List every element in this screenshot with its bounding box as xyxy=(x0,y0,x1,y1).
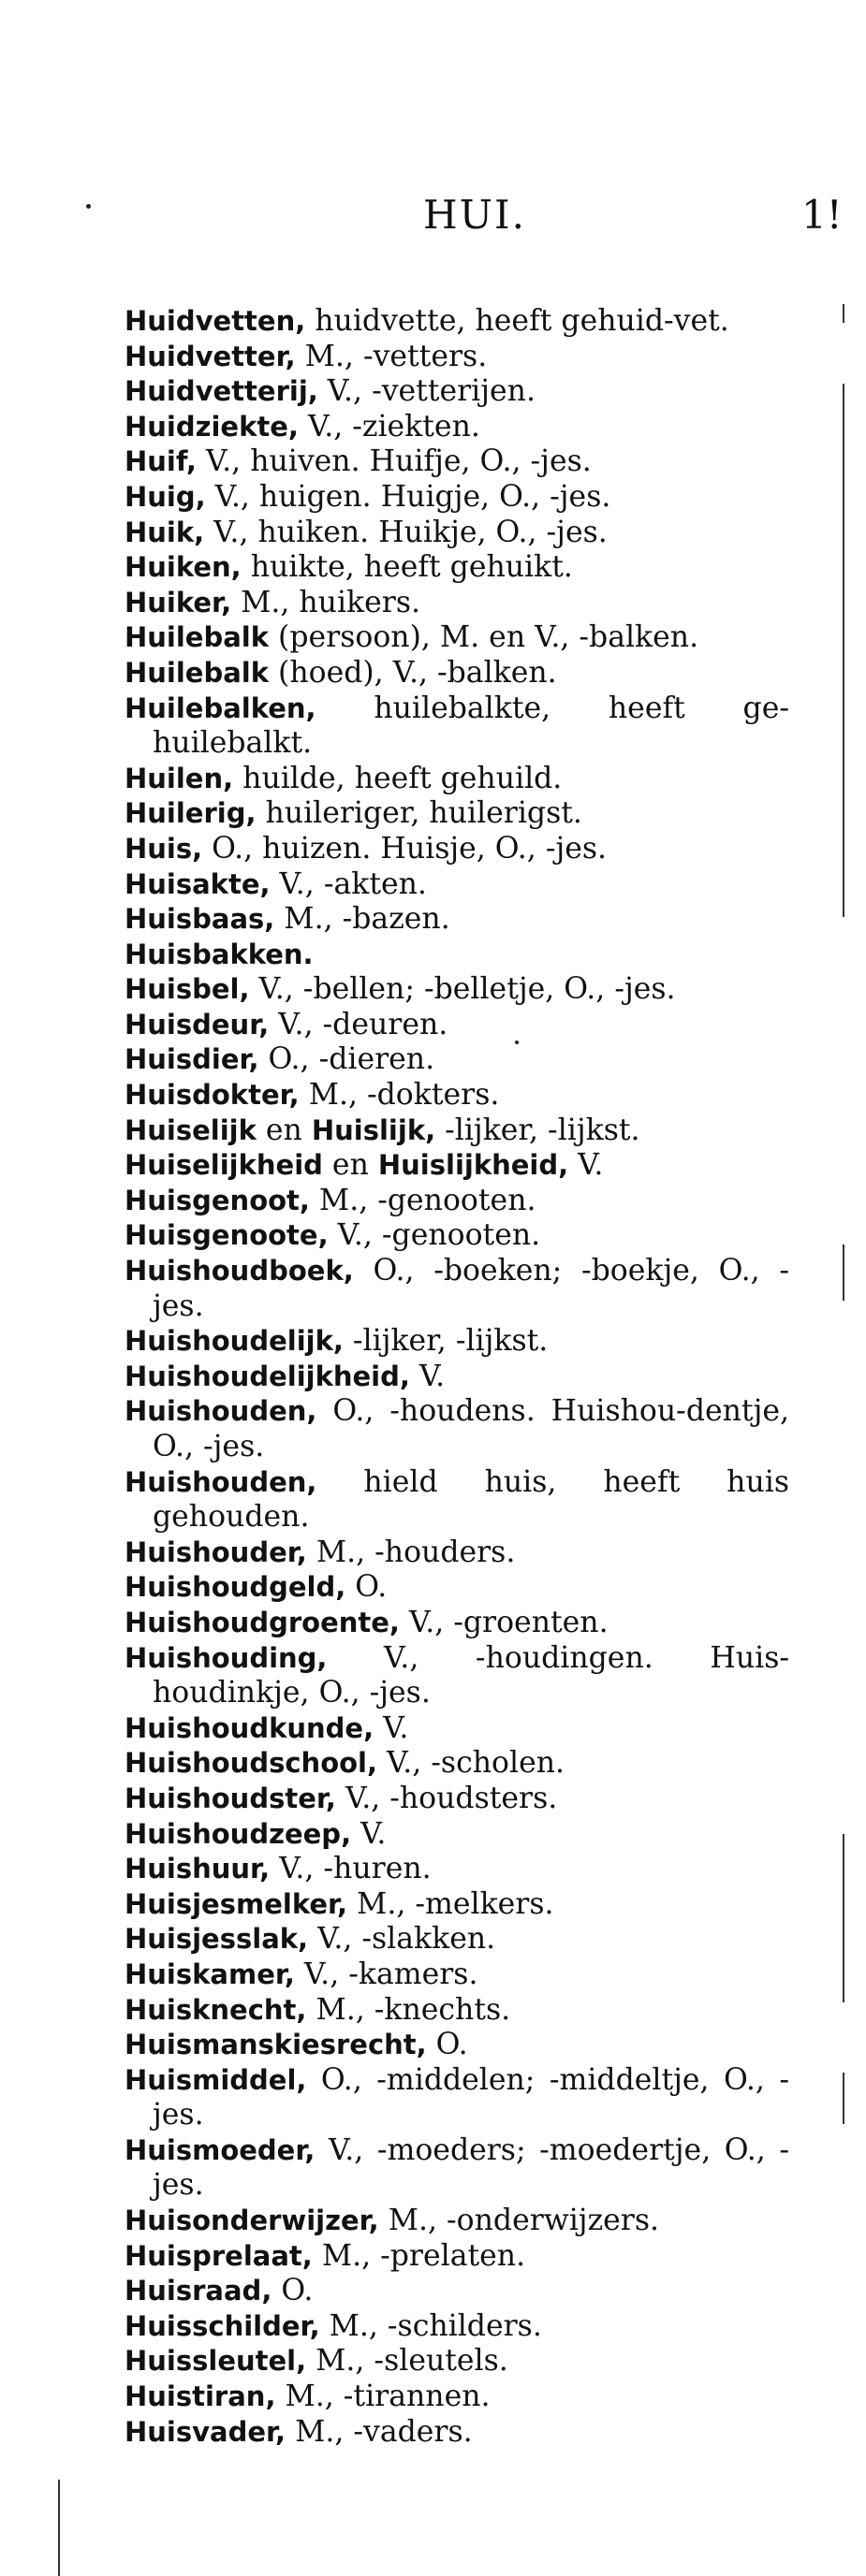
headword: Huiskamer, xyxy=(125,1957,295,1990)
dictionary-entry xyxy=(125,1465,789,1535)
headword: Huidvetten, xyxy=(125,305,306,337)
entry-text: (hoed), V., -balken. xyxy=(269,655,557,690)
headword: Huidziekte, xyxy=(125,410,299,443)
headword: Huishuur, xyxy=(125,1853,271,1885)
dictionary-entry xyxy=(125,1817,789,1853)
headword: Huisjesmelker, xyxy=(125,1887,348,1920)
headword: Huilebalken, xyxy=(125,691,316,724)
headword: Huishoudschool, xyxy=(125,1747,377,1780)
entry-text: huileriger, huilerigst. xyxy=(256,796,582,831)
entry-text: M., -vaders. xyxy=(286,2414,473,2449)
headword: Huisbel, xyxy=(125,973,250,1006)
dictionary-entry xyxy=(125,1993,789,2029)
entry-text: hield huis, heeft huis gehouden. xyxy=(153,1464,789,1535)
entry-text: V. xyxy=(409,1359,446,1393)
entry-text: V., -houdingen. Huis-houdinkje, O., -jes. xyxy=(153,1640,789,1710)
dictionary-entry xyxy=(125,1711,789,1747)
headword: Huishouden, xyxy=(125,1395,317,1428)
headword: Huisvader, xyxy=(125,2415,286,2448)
headword: Huissleutel, xyxy=(125,2345,307,2378)
dictionary-entry xyxy=(125,938,789,973)
entry-text: M., -bazen. xyxy=(274,902,450,937)
dictionary-entry xyxy=(125,1113,789,1149)
dictionary-entry xyxy=(125,374,789,410)
entry-text: M., -dokters. xyxy=(299,1078,500,1113)
headword: Huisdier, xyxy=(125,1043,259,1076)
headword: Huisprelaat, xyxy=(125,2239,313,2272)
entry-text: huikte, heeft gehuikt. xyxy=(241,550,573,585)
dictionary-entry xyxy=(125,902,789,938)
dictionary-entry xyxy=(125,2133,789,2204)
headword: Huisraad, xyxy=(125,2275,272,2307)
headword: Huisknecht, xyxy=(125,1993,307,2026)
dictionary-entry xyxy=(125,480,789,516)
headword: Huishoudelijkheid, xyxy=(125,1360,410,1392)
dictionary-entry xyxy=(125,2028,789,2063)
page-header-title: HUI. xyxy=(423,192,526,238)
right-margin-rule xyxy=(843,304,844,323)
dictionary-entry xyxy=(125,1922,789,1957)
headword: Huisbakken. xyxy=(125,938,314,970)
headword: Huidvetterij, xyxy=(125,375,318,408)
dictionary-entry xyxy=(125,1887,789,1923)
entry-text: V., -deuren. xyxy=(269,1007,448,1041)
entry-text: huilebalkte, heeft ge-huilebalkt. xyxy=(153,691,789,761)
headword: Huik, xyxy=(125,516,205,548)
entry-text: -lijker, -lijkst. xyxy=(435,1113,640,1147)
entry-text: V., -moeders; -moedertje, O., -jes. xyxy=(153,2132,789,2203)
dictionary-entry xyxy=(125,586,789,621)
dictionary-entry xyxy=(125,516,789,551)
entry-text: V., -genooten. xyxy=(328,1218,541,1253)
entry-text: M., -onderwijzers. xyxy=(378,2204,660,2238)
headword: Huisonderwijzer, xyxy=(125,2205,379,2237)
entry-text: V., huiven. Huifje, O., -jes. xyxy=(196,444,592,479)
dictionary-entry xyxy=(125,1360,789,1395)
entry-text: V., -huren. xyxy=(270,1852,432,1886)
headword: Huishouder, xyxy=(125,1535,307,1568)
entry-text: O. xyxy=(426,2028,468,2062)
entry-text: (persoon), M. en V., -balken. xyxy=(269,620,699,655)
entry-text: en xyxy=(322,1148,378,1183)
headword: Huilen, xyxy=(125,762,234,794)
entry-text: M., -houders. xyxy=(306,1535,516,1569)
entry-text: M., -tirannen. xyxy=(275,2380,491,2414)
entry-text: huidvette, heeft gehuid-vet. xyxy=(305,304,729,338)
entry-text: V., -ziekten. xyxy=(298,409,480,444)
headword: Huiken, xyxy=(125,551,242,584)
headword: Huig, xyxy=(125,480,206,513)
dictionary-entry xyxy=(125,867,789,903)
headword: Huismoeder, xyxy=(125,2133,316,2166)
scan-speck xyxy=(86,204,91,209)
dictionary-entry xyxy=(125,410,789,445)
entry-text: O., huizen. Huisje, O., -jes. xyxy=(202,831,608,866)
headword: Huishoudgeld, xyxy=(125,1571,346,1604)
dictionary-entry xyxy=(125,691,789,762)
entry-text: M., -prelaten. xyxy=(312,2238,526,2273)
entry-text: M., huikers. xyxy=(231,585,421,619)
entry-text: V., -bellen; -belletje, O., -jes. xyxy=(249,972,676,1007)
headword: Huiselijk xyxy=(125,1113,257,1146)
entry-text: O., -dieren. xyxy=(258,1042,435,1077)
entry-text: O. xyxy=(345,1570,388,1605)
entry-text: O., -middelen; -middeltje, O., -jes. xyxy=(153,2062,789,2132)
dictionary-entry xyxy=(125,1957,789,1993)
dictionary-entry xyxy=(125,1606,789,1641)
headword: Huishouden, xyxy=(125,1465,317,1498)
headword: Huishoudgroente, xyxy=(125,1606,400,1638)
headword: Huilerig, xyxy=(125,797,257,830)
headword: Huishoudelijk, xyxy=(125,1325,344,1358)
headword: Huismanskiesrecht, xyxy=(125,2029,427,2061)
dictionary-entry xyxy=(125,1254,789,1324)
right-margin-rule xyxy=(843,2073,844,2124)
dictionary-entry xyxy=(125,304,789,340)
dictionary-entry xyxy=(125,2239,789,2275)
headword: Huishoudster, xyxy=(125,1782,336,1814)
dictionary-entry xyxy=(125,1218,789,1254)
dictionary-entry xyxy=(125,1324,789,1360)
entry-text: V., -kamers. xyxy=(294,1957,478,1991)
dictionary-entry xyxy=(125,550,789,586)
entry-text: M., -genooten. xyxy=(309,1183,536,1217)
dictionary-entry xyxy=(125,444,789,480)
dictionary-entry xyxy=(125,1641,789,1711)
entry-text: V., -slakken. xyxy=(308,1922,496,1957)
entry-text: M., -vetters. xyxy=(295,339,488,373)
headword: Huisjesslak, xyxy=(125,1923,309,1956)
dictionary-entry xyxy=(125,1078,789,1113)
headword: Huilebalk xyxy=(125,656,270,689)
headword: Huisschilder, xyxy=(125,2309,320,2342)
entry-text: M., -melkers. xyxy=(347,1886,554,1921)
dictionary-entry xyxy=(125,1042,789,1078)
entry-text: V., -houdsters. xyxy=(335,1781,558,1815)
dictionary-entry xyxy=(125,2204,789,2239)
headword: Huisdokter, xyxy=(125,1079,300,1112)
headword: Huismiddel, xyxy=(125,2063,307,2096)
entry-text: M., -sleutels. xyxy=(306,2344,508,2379)
headword: Huisdeur, xyxy=(125,1008,270,1041)
headword: Huislijkheid, xyxy=(377,1149,569,1182)
headword: Huisbaas, xyxy=(125,903,275,936)
right-margin-rule xyxy=(843,1244,844,1301)
entry-text: M., -schilders. xyxy=(319,2308,542,2343)
entry-text: O., -houdens. Huishou-dentje, O., -jes. xyxy=(153,1394,789,1463)
dictionary-entry xyxy=(125,1782,789,1817)
dictionary-entry xyxy=(125,1184,789,1219)
dictionary-entry xyxy=(125,2344,789,2380)
entry-text: V., -vetterijen. xyxy=(317,374,536,409)
headword: Huis, xyxy=(125,832,203,865)
entry-text: V. xyxy=(374,1710,409,1745)
dictionary-entry xyxy=(125,1394,789,1464)
dictionary-entry xyxy=(125,2063,789,2133)
dictionary-entry xyxy=(125,2274,789,2309)
dictionary-entry xyxy=(125,1852,789,1887)
dictionary-entry xyxy=(125,972,789,1008)
right-margin-rule xyxy=(843,384,844,917)
headword: Huidvetter, xyxy=(125,340,296,372)
headword: Huisgenoot, xyxy=(125,1184,310,1216)
entry-text: V., -akten. xyxy=(270,866,427,901)
headword: Huistiran, xyxy=(125,2380,276,2413)
dictionary-entry xyxy=(125,656,789,691)
dictionary-entry xyxy=(125,796,789,832)
dictionary-entry xyxy=(125,2415,789,2451)
headword: Huishouding, xyxy=(125,1641,328,1674)
dictionary-entries xyxy=(125,304,789,2450)
headword: Huishoudzeep, xyxy=(125,1817,352,1850)
dictionary-entry xyxy=(125,1746,789,1782)
headword: Huislijk, xyxy=(311,1113,436,1146)
entry-text: V. xyxy=(351,1816,387,1851)
entry-text: V., huiken. Huikje, O., -jes. xyxy=(204,515,608,549)
headword: Huisakte, xyxy=(125,867,271,900)
dictionary-entry xyxy=(125,340,789,375)
headword: Huilebalk xyxy=(125,621,270,654)
headword: Huisgenoote, xyxy=(125,1219,329,1252)
entry-text: O. xyxy=(272,2274,314,2308)
entry-text: M., -knechts. xyxy=(306,1992,511,2027)
left-margin-rule xyxy=(58,2480,60,2576)
dictionary-entry xyxy=(125,1148,789,1184)
entry-text: huilde, heeft gehuild. xyxy=(233,761,563,795)
headword: Huishoudboek, xyxy=(125,1255,354,1288)
dictionary-entry xyxy=(125,1008,789,1043)
headword: Huiker, xyxy=(125,586,232,619)
dictionary-entry xyxy=(125,2309,789,2345)
entry-text: O., -boeken; -boekje, O., -jes. xyxy=(153,1254,789,1323)
entry-text: en xyxy=(256,1113,312,1147)
dictionary-entry xyxy=(125,1570,789,1606)
right-margin-rule xyxy=(843,1834,844,2002)
entry-text: V., -groenten. xyxy=(399,1605,609,1639)
entry-text: V., -scholen. xyxy=(377,1746,565,1781)
entry-text: -lijker, -lijkst. xyxy=(343,1324,549,1359)
dictionary-entry xyxy=(125,762,789,797)
dictionary-entry xyxy=(125,2380,789,2415)
headword: Huif, xyxy=(125,445,197,478)
dictionary-entry xyxy=(125,1535,789,1571)
dictionary-entry xyxy=(125,620,789,656)
entry-text: V., huigen. Huigje, O., -jes. xyxy=(205,479,611,514)
headword: Huiselijkheid xyxy=(125,1149,323,1182)
dictionary-entry xyxy=(125,832,789,867)
headword: Huishoudkunde, xyxy=(125,1711,374,1744)
entry-text: V. xyxy=(568,1148,604,1183)
page-number: 1! xyxy=(801,192,843,238)
